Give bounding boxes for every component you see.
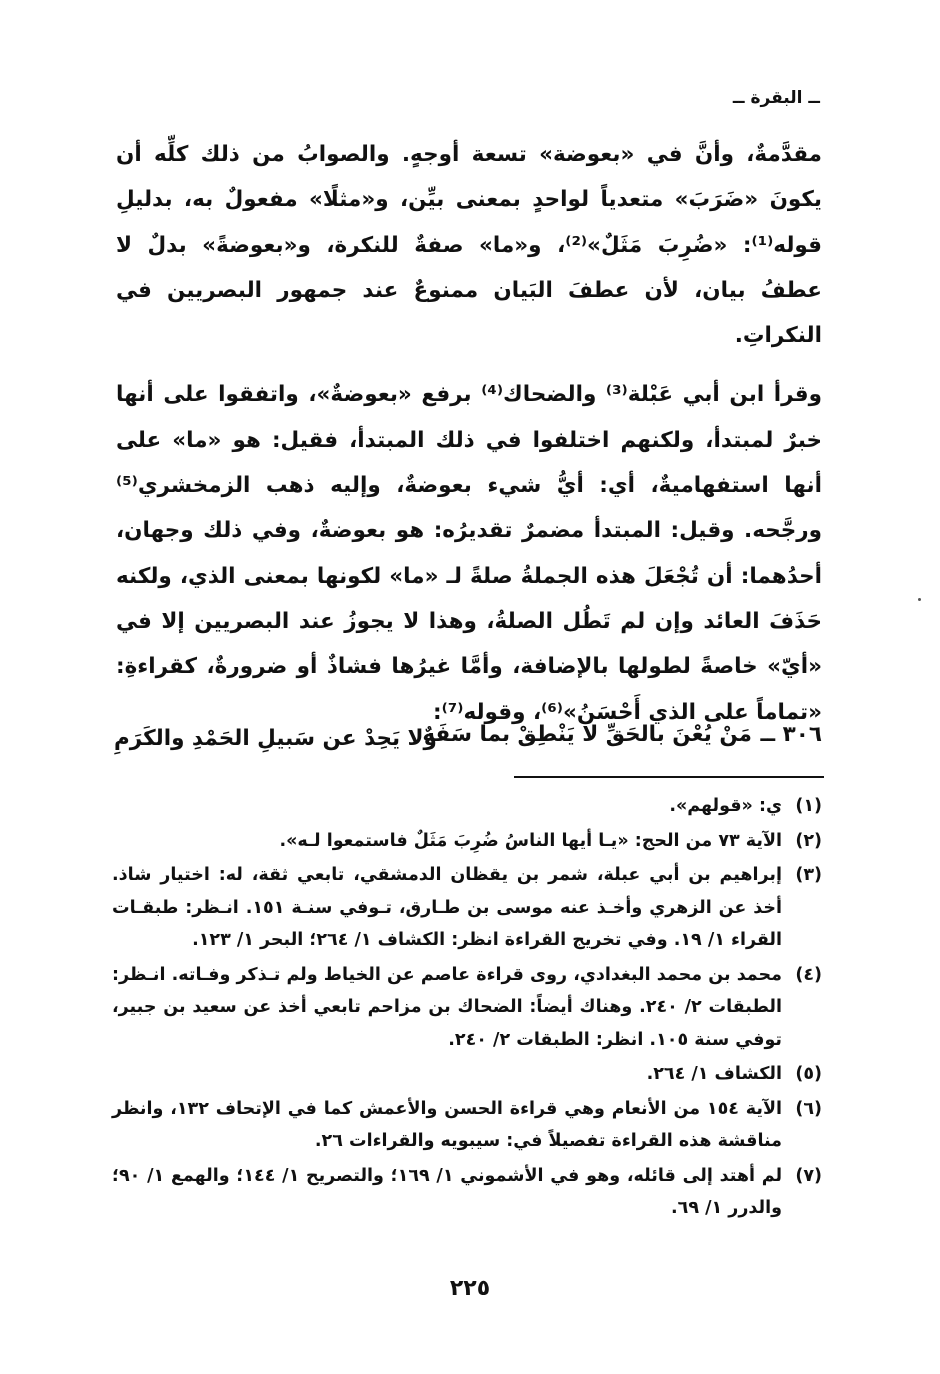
running-head: ــ البقرة ــ <box>732 88 820 108</box>
footnote-text: الآية ٧٣ من الحج: «يـا أيها الناسُ ضُرِبَ مَثَلٌ فاستمعوا لـه». <box>279 830 782 851</box>
footnote-text: الآية ١٥٤ من الأنعام وهي قراءة الحسن والأعمش كما في الإتحاف ١٣٢، وانظر مناقشة هذه القراءة تفصيلاً في: سيبويه والقراءات ٢٦. <box>112 1098 783 1151</box>
paragraph-1: مقدَّمةٌ، وأنَّ في «بعوضة» تسعة أوجهٍ. والصوابُ من ذلك كلِّه أن يكونَ «ضَرَبَ» متعدياً لواحدٍ بمعنى بيِّن، و«مثلًا» مفعولٌ به، بدليلِ قوله⁽¹⁾: «ضُرِبَ مَثَلٌ»⁽²⁾، و«ما» صفةٌ للنكرة، و«بعوضةً» بدلٌ لا عطفُ بيان، لأن عطفَ البَيان ممنوعٌ عند جمهور البصريين في النكراتِ. <box>116 142 822 349</box>
page-number: ٢٢٥ <box>449 1276 491 1301</box>
footnote-separator <box>514 776 824 778</box>
footnote <box>112 790 822 823</box>
footnote <box>112 1160 822 1225</box>
poetry-verse <box>114 716 822 764</box>
margin-dot <box>918 598 921 601</box>
footnote-number: (٤) <box>795 964 822 985</box>
footnote <box>112 1058 822 1091</box>
footnote-text: إبراهيم بن أبي عبلة، شمر بن يقظان الدمشقي، تابعي ثقة، له: اختيار شاذ. أخذ عن الزهري وأخـذ عنه موسى بن طـارق، تـوفي سنـة ١٥١. انـظر: طبقـات القراء ١/ ١٩. وفي تخريج القراءة انظر: الكشاف ١/ ٢٦٤؛ البحر ١/ ١٢٣. <box>112 865 782 950</box>
footnote-text: الكشاف ١/ ٢٦٤. <box>646 1064 782 1084</box>
footnote-number: (٧) <box>795 1165 822 1186</box>
footnote <box>112 1093 822 1158</box>
footnote-text: محمد بن محمد البغدادي، روى قراءة عاصم عن الخياط ولم تـذكر وفـاته. انـظر: الطبقات ٢/ ٢٤٠. وهناك أيضاً: الضحاك بن مزاحم تابعي أخذ عن سعيد بن جبير، توفي سنة ١٠٥. انظر: الطبقات ٢/ ٢٤٠. <box>112 964 782 1050</box>
verse-second-hemistich: ولا يَحِدْ عن سَبيلِ الحَمْدِ والكَرَمِ <box>114 726 437 751</box>
footnote-number: (٦) <box>795 1098 822 1119</box>
main-text <box>116 132 822 735</box>
footnote-number: (٣) <box>795 865 822 885</box>
footnote <box>112 859 822 957</box>
paragraph-2: وقرأ ابن أبي عَبْلة⁽³⁾ والضحاك⁽⁴⁾ برفع «بعوضةٌ»، واتفقوا على أنها خبرٌ لمبتدأ، ولكنهم اختلفوا في ذلك المبتدأ، فقيل: هو «ما» على أنها استفهاميةٌ، أي: أيُّ شيء بعوضةٌ، وإليه ذهب الزمخشري⁽⁵⁾ ورجَّحه. وقيل: المبتدأ مضمرٌ تقديرُه: هو بعوضةٌ، وفي ذلك وجهان، أحدُهما: أن تُجْعَلَ هذه الجملةُ صلةً لـ «ما» لكونها بمعنى الذي، ولكنه حَذَفَ العائد وإن لم تَطُل الصلةُ، وهذا لا يجوزُ عند البصريين إلا في «أيّ» خاصةً لطولها بالإضافة، وأمَّا غيرُها فشاذٌ أو ضرورةٌ، كقراءةِ: «تماماً على الذي أَحْسَنُ»⁽⁶⁾، وقوله⁽⁷⁾: <box>116 382 822 725</box>
footnote-number: (٥) <box>795 1064 822 1084</box>
verse-first-hemistich: مَنْ يُعْنَ بالحَقِّ لا يَنْطِقْ بما سَفَهٌ <box>422 722 752 747</box>
verse-number: ٣٠٦ ــ <box>760 722 822 747</box>
footnote-number: (١) <box>795 796 822 816</box>
footnote-text: ي: «قولهم». <box>669 796 782 816</box>
footnotes <box>112 790 822 1227</box>
footnote-number: (٢) <box>795 830 822 851</box>
footnote-text: لم أهتد إلى قائله، وهو في الأشموني ١/ ١٦٩؛ والتصريح ١/ ١٤٤؛ والهمع ١/ ٩٠؛ والدرر ١/ ٦٩. <box>112 1165 783 1218</box>
footnote <box>112 959 822 1057</box>
footnote <box>112 825 822 858</box>
